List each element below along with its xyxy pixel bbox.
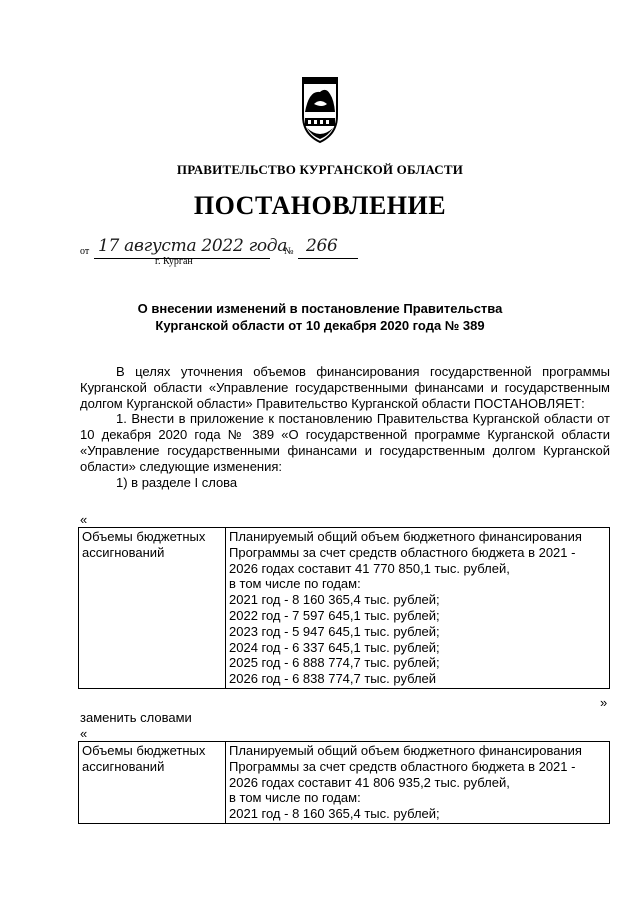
document-type: ПОСТАНОВЛЕНИЕ [193,191,447,220]
table-line: в том числе по годам: [229,790,361,806]
table-line: Программы за счет средств областного бюджета в 2021 - [229,544,576,560]
city-name: г. Курган [155,256,193,267]
date-prefix: от [80,246,90,257]
table-line: 2026 год - 6 838 774,7 тыс. рублей [229,671,437,687]
table-line: 2026 годах составит 41 806 935,2 тыс. рублей, [229,774,510,790]
table-line: 2025 год - 6 888 774,7 тыс. рублей; [229,655,440,671]
government-name: ПРАВИТЕЛЬСТВО КУРГАНСКОЙ ОБЛАСТИ [176,162,464,177]
table-label-cell [79,528,226,689]
paragraph-subitem-1: 1) в разделе I слова [116,474,238,490]
table-label: Объемы бюджетных ассигнований [82,743,206,774]
paragraph-preamble: В целях уточнения объемов финансирования государственной программы Курганской области «Управление государственными финансами и государственным долгом Курганской области» Правительство Курганской области ПОСТАНОВЛЯЕТ: [80,364,610,411]
quote-close-old: » [600,695,608,710]
table-line: 2021 год - 8 160 365,4 тыс. рублей; [229,806,440,822]
number-prefix: № [284,246,294,257]
table-old-allocations [78,527,610,689]
number-handwritten: 266 [306,236,338,256]
table-row [79,528,610,689]
table-label: Объемы бюджетных ассигнований [82,529,206,560]
table-row [79,742,610,824]
coat-of-arms-icon [300,56,340,146]
table-label-cell [79,742,226,824]
date-handwritten: 17 августа 2022 года [98,236,288,256]
table-line: 2021 год - 8 160 365,4 тыс. рублей; [229,592,440,608]
quote-open-old: « [80,512,88,527]
quote-open-new: « [80,726,88,741]
table-line: Планируемый общий объем бюджетного финансирования [229,743,582,758]
body-text [80,364,610,490]
table-line: 2022 год - 7 597 645,1 тыс. рублей; [229,607,440,623]
date-number-line [80,236,380,262]
table-line: 2024 год - 6 337 645,1 тыс. рублей; [229,639,440,655]
table-line: 2026 годах составит 41 770 850,1 тыс. рублей, [229,560,510,576]
subject-line-1: О внесении изменений в постановление Правительства [137,301,503,316]
table-value-cell [226,528,610,689]
table-new-allocations [78,741,610,824]
document-subject [0,300,640,334]
subject-line-2: Курганской области от 10 декабря 2020 года № 389 [155,318,485,333]
number-underline [298,258,358,259]
table-line: Программы за счет средств областного бюджета в 2021 - [229,758,576,774]
table-line: 2023 год - 5 947 645,1 тыс. рублей; [229,623,440,639]
replace-label: заменить словами [80,710,192,725]
paragraph-item-1: 1. Внести в приложение к постановлению Правительства Курганской области от 10 декабря 2020 года № 389 «О государственной программе Курганской области «Управление государственными финансами и государственным долгом Курганской области» следующие изменения: [80,411,610,474]
table-line: Планируемый общий объем бюджетного финансирования [229,529,582,544]
table-value-cell [226,742,610,824]
table-line: в том числе по годам: [229,576,361,592]
